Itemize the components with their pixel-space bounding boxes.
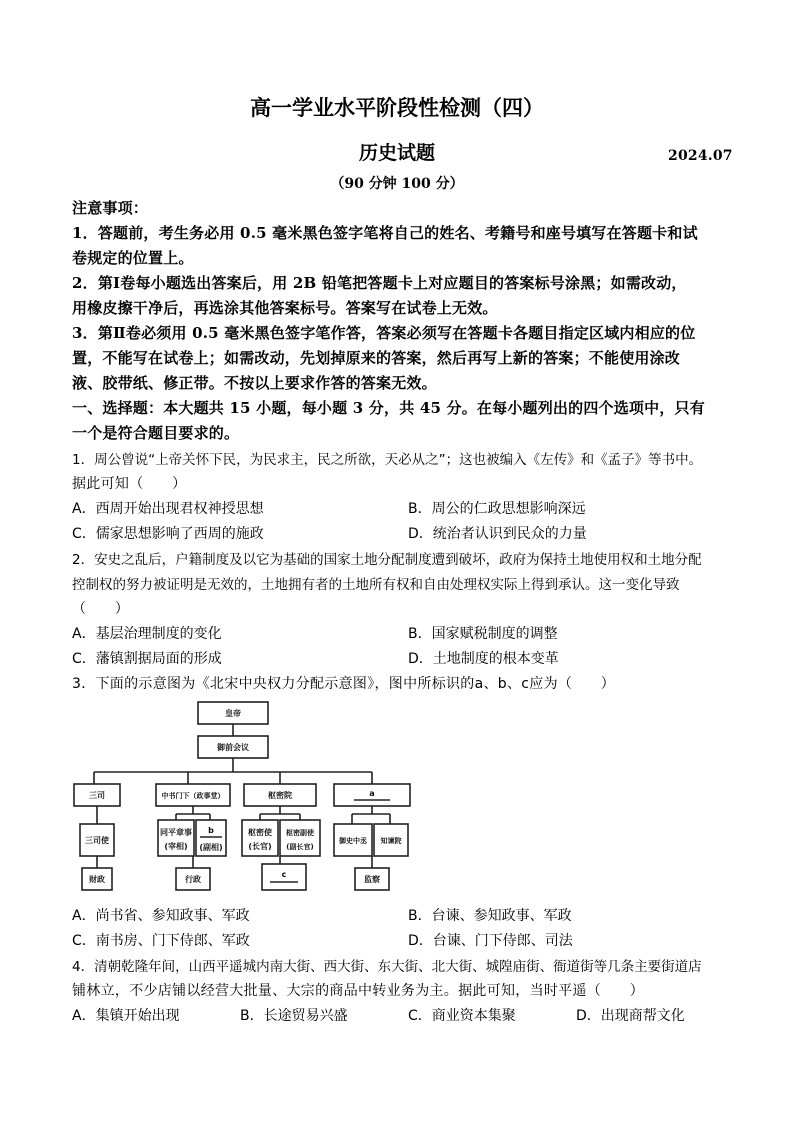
question-1-stem: 1．周公曾说“上帝关怀下民，为民求主，民之所欲，天必从之”；这也被编入《左传》和《孟子》等书中。 xyxy=(72,452,703,468)
q2-option-c[interactable]: C．藩镇割据局面的形成 xyxy=(72,651,222,667)
question-1-stem-cont: 据此可知（ ） xyxy=(72,476,187,492)
note-line: 液、胶带纸、修正带。不按以上要求作答的答案无效。 xyxy=(72,374,437,392)
note-line: 1．答题前，考生务必用 0.5 毫米黑色签字笔将自己的姓名、考籍号和座号填写在答题卡和试 xyxy=(72,224,698,242)
q3-option-c[interactable]: C．南书房、门下侍郎、军政 xyxy=(72,933,250,949)
q3-option-d[interactable]: D．台谏、门下侍郎、司法 xyxy=(408,933,573,949)
q4-option-d[interactable]: D．出现商帮文化 xyxy=(576,1008,685,1024)
diagram-label: (宰相) xyxy=(164,842,188,851)
diagram-label: 监察 xyxy=(364,875,380,884)
subject-title: 历史试题 xyxy=(358,142,435,164)
note-line: 置，不能写在试卷上；如需改动，先划掉原来的答案，然后再写上新的答案；不能使用涂改 xyxy=(72,349,681,367)
q1-option-d[interactable]: D．统治者认识到民众的力量 xyxy=(408,526,587,542)
q3-option-b[interactable]: B．台谏、参知政事、军政 xyxy=(408,908,572,924)
question-2-stem: 2．安史之乱后，户籍制度及以它为基础的国家土地分配制度遭到破坏，政府为保持土地使用权和土地分配 xyxy=(72,552,702,568)
exam-date: 2024.07 xyxy=(668,148,733,164)
section-heading: 一、选择题：本大题共 15 小题，每小题 3 分，共 45 分。在每小题列出的四个选项中，只有 xyxy=(72,399,705,417)
diagram-label: 同平章事 xyxy=(160,828,192,837)
q4-option-a[interactable]: A．集镇开始出现 xyxy=(72,1008,180,1024)
exam-title: 高一学业水平阶段性检测（四） xyxy=(250,95,544,120)
q3-option-a[interactable]: A．尚书省、参知政事、军政 xyxy=(72,908,250,924)
diagram-label: (长官) xyxy=(248,842,272,851)
diagram-label: 行政 xyxy=(185,875,201,884)
diagram-blank-a: a xyxy=(369,789,375,798)
diagram-label: 皇帝 xyxy=(225,709,241,718)
diagram-label: 中书门下（政事堂） xyxy=(161,792,225,800)
diagram-label: 三司使 xyxy=(85,836,109,845)
q4-option-c[interactable]: C．商业资本集聚 xyxy=(408,1008,516,1024)
diagram-label: 御史中丞 xyxy=(339,837,367,845)
diagram-label: 枢密使 xyxy=(248,828,272,837)
diagram-label: (副相) xyxy=(199,843,223,852)
section-heading-cont: 一个是符合题目要求的。 xyxy=(72,424,240,442)
diagram-label: (副长官) xyxy=(286,843,314,851)
question-3-stem: 3．下面的示意图为《北宋中央权力分配示意图》，图中所标识的a、b、c应为（ ） xyxy=(72,676,616,692)
question-4-stem: 4．清朝乾隆年间，山西平遥城内南大街、西大街、东大街、北大街、城隍庙街、衙道街等几条主要街道店 xyxy=(72,959,702,975)
q1-option-b[interactable]: B．周公的仁政思想影响深远 xyxy=(408,501,586,517)
note-line: 3．第Ⅱ卷必须用 0.5 毫米黑色签字笔作答，答案必须写在答题卡各题目指定区域内相应的位 xyxy=(72,324,696,342)
diagram-blank-c: c xyxy=(281,870,287,879)
notes-heading: 注意事项： xyxy=(72,199,149,217)
q2-option-a[interactable]: A．基层治理制度的变化 xyxy=(72,626,222,642)
note-line: 2．第Ⅰ卷每小题选出答案后，用 2B 铅笔把答题卡上对应题目的答案标号涂黑；如需改动， xyxy=(72,274,687,292)
question-4-stem-cont: 铺林立，不少店铺以经营大批量、大宗的商品中转业务为主。据此可知，当时平遥（ ） xyxy=(72,983,644,999)
diagram-label: 御前会议 xyxy=(217,743,249,752)
q1-option-c[interactable]: C．儒家思想影响了西周的施政 xyxy=(72,526,264,542)
diagram-label: 枢密副使 xyxy=(286,829,314,837)
exam-duration: （90 分钟 100 分） xyxy=(330,176,464,192)
question-2-stem-cont: （ ） xyxy=(72,601,130,617)
note-line: 卷规定的位置上。 xyxy=(72,249,194,267)
q1-option-a[interactable]: A．西周开始出现君权神授思想 xyxy=(72,501,264,517)
song-power-diagram xyxy=(72,700,412,898)
question-2-stem-cont: 控制权的努力被证明是无效的，土地拥有者的土地所有权和自由处理权实际上得到承认。这一变化导致 xyxy=(72,577,680,593)
q2-option-d[interactable]: D．土地制度的根本变革 xyxy=(408,651,559,667)
diagram-label: 三司 xyxy=(89,791,105,800)
note-line: 用橡皮擦干净后，再选涂其他答案标号。答案写在试卷上无效。 xyxy=(72,299,498,317)
diagram-label: 知谏院 xyxy=(380,837,402,845)
q4-option-b[interactable]: B．长途贸易兴盛 xyxy=(240,1008,348,1024)
diagram-label: 财政 xyxy=(89,875,105,884)
diagram-label: 枢密院 xyxy=(268,791,292,800)
q2-option-b[interactable]: B．国家赋税制度的调整 xyxy=(408,626,558,642)
diagram-blank-b: b xyxy=(208,826,214,835)
